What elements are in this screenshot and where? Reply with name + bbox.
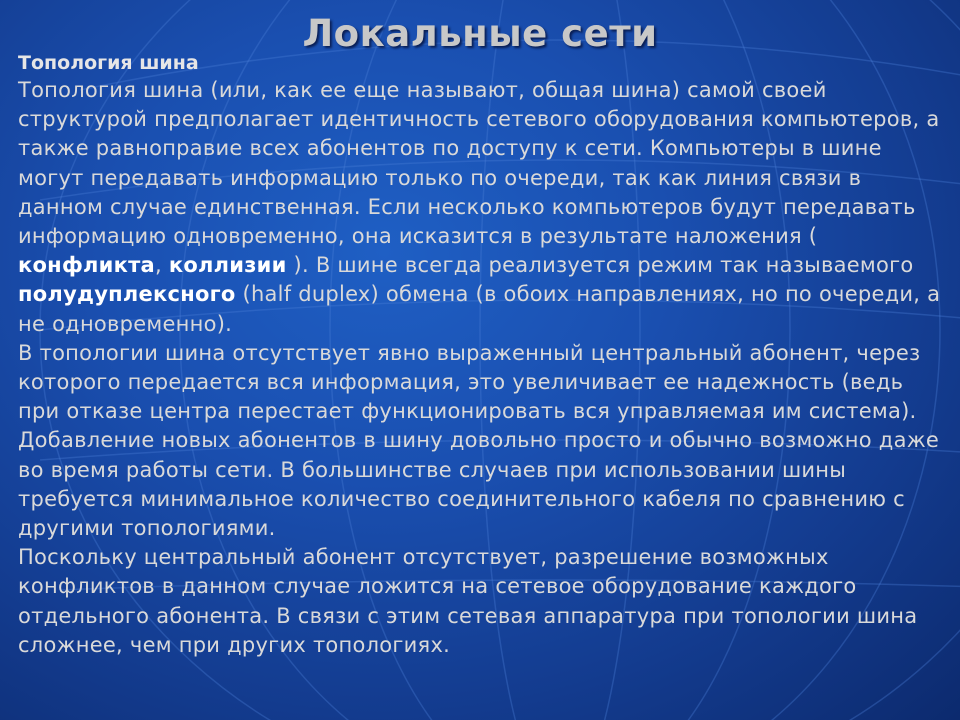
- term-conflict: конфликта: [18, 253, 155, 278]
- paragraph-no-central-node: В топологии шина отсутствует явно выраженный центральный абонент, через которого передается вся информация, это увеличивает ее надежность (ведь при отказе центра перестает функционировать вся управляемая им система). Добавление новых абонентов в шину довольно просто и обычно возможно даже во время работы сети. В большинстве случаев при использовании шины требуется минимальное количество соединительного кабеля по сравнению с другими топологиями.: [18, 340, 940, 541]
- paragraph-conflict-resolution: Поскольку центральный абонент отсутствует, разрешение возможных конфликтов в данном случае ложится на сетевое оборудование каждого отдельного абонента. В связи с этим сетевая аппаратура при топологии шина сложнее, чем при других топологиях.: [18, 545, 918, 657]
- paragraph-bus-topology-intro: [18, 76, 948, 339]
- term-half-duplex: полудуплексного: [18, 282, 236, 307]
- term-separator: ,: [154, 253, 169, 278]
- term-collision: коллизии: [168, 253, 287, 278]
- paragraph-text: Топология шина (или, как ее еще называют, общая шина) самой своей структурой предполагает идентичность сетевого оборудования компьютеров, а также равноправие всех абонентов по доступу к сети. Компьютеры в шине могут передавать информацию только по очереди, так как линия связи в данном случае единственная. Если несколько компьютеров будут передавать информацию одновременно, она исказится в результате наложения (: [18, 78, 940, 249]
- section-heading: Топология шина: [18, 52, 199, 74]
- paragraph-text: (half duplex) обмена (в обоих направлениях, но по очереди, а не одновременно).: [18, 282, 941, 336]
- paragraph-text: ). В шине всегда реализуется режим так называемого: [286, 253, 914, 278]
- slide-title: Локальные сети: [302, 12, 658, 55]
- slide-content: [18, 50, 948, 660]
